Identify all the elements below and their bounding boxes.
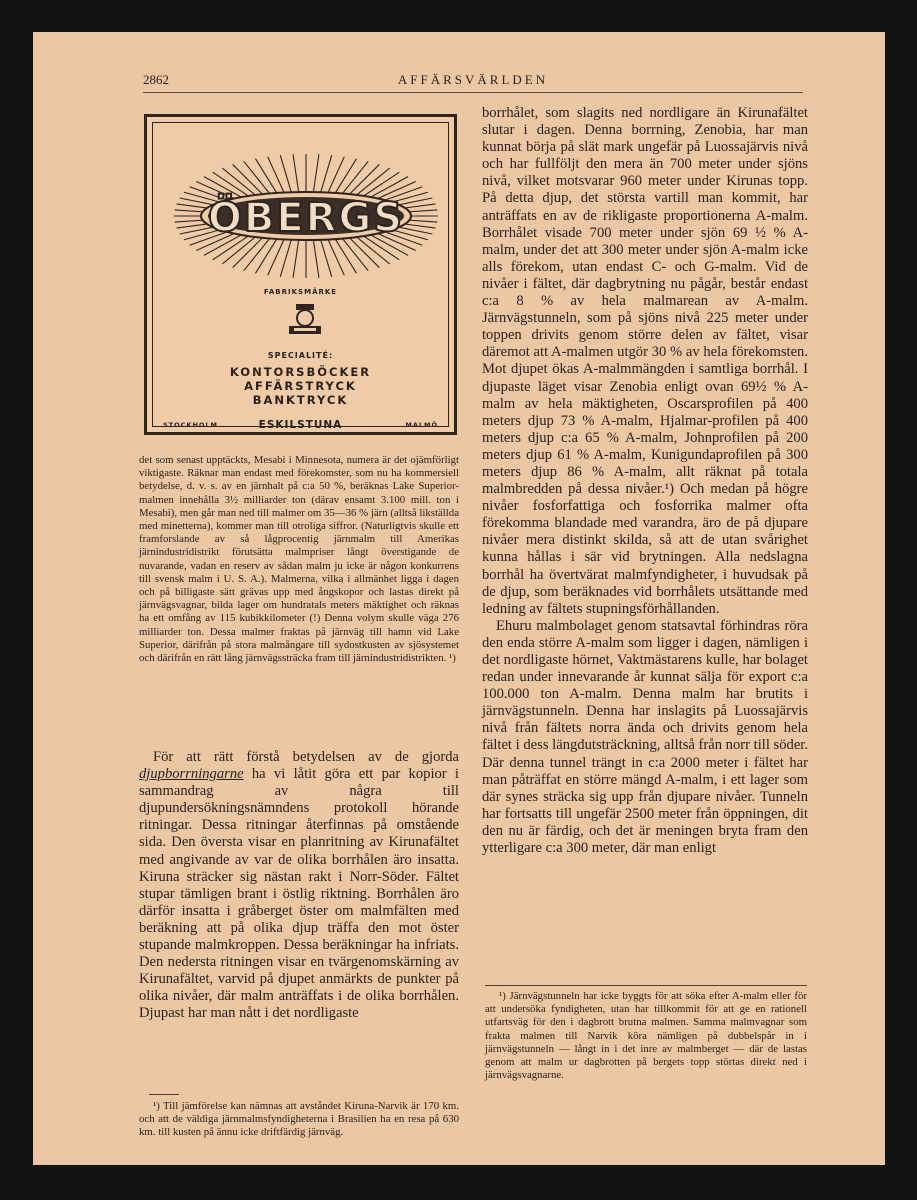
left-small-text: [139, 454, 459, 665]
text-run: För att rätt förstå betydelsen av de gjorda: [153, 749, 459, 765]
brand-emblem: [171, 153, 441, 283]
right-body-text: [482, 105, 808, 857]
ad-inner-frame: [152, 122, 449, 431]
right-paragraph-1: borrhålet, som slagits ned nordligare än Kirunafältet slutar i dagen. Denna borrning, Zenobia, har man kunnat börja på slät mark ungefär på Luossajärvis nivå och har fullföljt den mera än 700 meter under sjöns nivå, vilket motsvarar 960 meter under Kirunas topp. På detta djup, det största vartill man kommit, har anträffats en av de rikligaste proportionerna A-malm. Borrhålet visade 700 meter under sjön 69 ½ % A-malm, under det att 300 meter under sjön A-malm icke alls förekom, utan endast C- och G-malm. Vid de nivåer i fältet, där dagbrytning nu pågår, består endast c:a 8 % av hela malmarean av A-malm. Järnvägstunneln, som på sjöns nivå 225 meter under toppen drivits genom större delen av fältet, visar däremot att A-malmen utgör 30 % av hela förekomsten. Mot djupet ökas A-malmmängden i samtliga borrhål. I djupaste läget visar Zenobia enligt ovan 69½ % A-malm av hela mäktigheten, Oscarsprofilen på 400 meters djup 73 % A-malm, Hjalmar-profilen på 400 meters djup c:a 65 % A-malm, Johnprofilen på 200 meters djup 61 % A-malm, Kunigundaprofilen på 300 meters djup 86 % A-malm, allt räknat på totala malmbredden på dessa nivåer.¹) Och medan på högre nivåer fosforfattiga och fosforrika malmer ofta förekomma blandade med varandra, äro de på djupare nivåer mera distinkt skilda, så att de utan svårighet kunna hållas i sär vid brytningen. Alla nedslagna borrhål ha övertvärat malmfyndigheter, i huvudsak på de djup, som beräknades vid borrhålets utsättande med ledning av fältets stupningsförhållanden.: [482, 105, 808, 617]
city-stockholm: STOCKHOLM: [163, 421, 219, 429]
trademark-emblem-icon: [284, 298, 326, 340]
emphasized-term: djupborrningarne: [139, 766, 244, 783]
obergs-advertisement: [144, 114, 457, 435]
right-paragraph-2: Ehuru malmbolaget genom statsavtal förhindras röra den enda större A-malm som ligger i dagen, nämligen i det nordligaste hörnet, Vaktmästarens kulle, har bolaget redan under innevarande år kunnat sälja för export c:a 100.000 ton A-malm. Denna malm har brutits i järnvägstunneln. Denna har inslagits på Luossajärvis nivå från fältets norra ända och drivits genom hela fältet i dess längdutsträckning, alltså från norr till söder. Där denna tunnel trängt in c:a 2000 meter i fältet har man påträffat en större mängd A-malm, i ett lager som där synes sträcka sig upp från djupare nivåer. Tunneln har fortsatts till ungefär 2500 meter från öppningen, dit den nu är färdig, och det är meningen bryta fram den ytterligare c:a 300 meter, där man enligt: [482, 617, 808, 857]
specialties-label: SPECIALITÉ:: [267, 351, 334, 360]
footnote-rule: [149, 1094, 179, 1095]
page-header: [143, 72, 803, 93]
trademark-label: FABRIKSMÄRKE: [263, 288, 338, 296]
page-number: 2862: [143, 72, 169, 87]
specialty-item: AFFÄRSTRYCK: [244, 379, 357, 393]
ad-cities: [163, 419, 438, 433]
specialties-list: [153, 365, 448, 407]
footnote-text: ¹) Järnvägstunneln har icke byggts för att söka efter A-malm eller för att undersöka fyndigheten, utan har tillkommit för att ge en rationell utfartsväg för den i dagbrott brutna malmen. Samma malmvagnar som frakta malmen till Narvik köra nämligen på dubbelspår in i järnvägstunneln — långt in i det inre av malmberget — där de lastas genom att malm ur dagbrotten på bergets topp störtas direkt ned i järnvägsvagnarne.: [485, 990, 807, 1082]
brand-name: ÖBERGS: [207, 195, 405, 241]
newspaper-page: [33, 32, 885, 1165]
left-footnote: [139, 1100, 459, 1140]
left-body-text: [139, 749, 459, 1023]
city-malmo: MALMÖ: [405, 421, 438, 429]
specialty-item: KONTORSBÖCKER: [229, 365, 372, 379]
specialty-item: BANKTRYCK: [252, 393, 349, 407]
footnote-rule: [485, 985, 807, 986]
journal-title: AFFÄRSVÄRLDEN: [397, 72, 549, 87]
footnote-text: ¹) Till jämförelse kan nämnas att avståndet Kiruna-Narvik är 170 km. och att de väldiga järnmalmsfyndigheterna i Brasilien ha en resa på 630 km. till kusten på ännu icke driftfärdig järnväg.: [139, 1100, 459, 1139]
right-footnote: [485, 990, 807, 1082]
city-eskilstuna: ESKILSTUNA: [258, 419, 343, 431]
left-body-paragraph: [139, 749, 459, 1023]
mesabi-paragraph: det som senast upptäckts, Mesabi i Minnesota, numera är det ojämförligt viktigaste. Räknar man endast med förekomster, som nu ha kommersiell betydelse, d. v. s. av en järnhalt på c:a 50 %, beräknas Lake Superior-malmen innehålla 3½ milliarder ton (därav ensamt 3.100 mill. ton i Mesabi), men går man ned till malmer om 35—36 % järn (alltså likställda med minetterna), kommer man till otroliga siffror. (Naturligtvis skulle ett framforslande av så lågprocentig järnmalm till Amerikas järnindustridistrikt förutsätta malmpriser långt överstigande de nuvarande, vadan en reserv av sådan malm ju icke är någon konkurrens till svensk malm i U. S. A.). Malmerna, vilka i allmänhet ligga i dagen och på billigaste sätt grävas upp med ångskopor och lastas direkt på järnvägsvagnar, bilda lager om hundratals meters mäktighet och räknas ha ett omfång av 115 kubikkilometer (!) Denna volym skulle väga 276 milliarder ton. Dessa malmer fraktas på järnväg till hamn vid Lake Superior, därifrån på stora malmångare till sydostkusten av sjösystemet och därifrån en rätt lång järnvägssträcka fram till järnindustridistrikten. ¹): [139, 454, 459, 665]
text-run: ha vi låtit göra ett par kopior i sammandrag av några till djupundersökningsnämndens protokoll hörande ritningar. Dessa ritningar återfinnas på omstående sida. Den översta visar en planritning av Kirunafältet med angivande av var de olika borrhålen äro insatta. Kiruna sträcker sig nästan rakt i Norr-Söder. Fältet stupar tämligen brant i östlig riktning. Borrhålen äro därför insatta i gråberget öster om malmfälten med beräkning att på olika djup träffa den mot öster stupande malmkroppen. Dessa beräkningar ha infriats. Den nedersta ritningen visar en tvärgenomskärning av Kirunafältet, varvid på djupet anmärkts de punkter på olika nivåer, där malm anträffats i de olika borrhålen. Djupast har man nått i det nordligaste: [139, 766, 459, 1022]
